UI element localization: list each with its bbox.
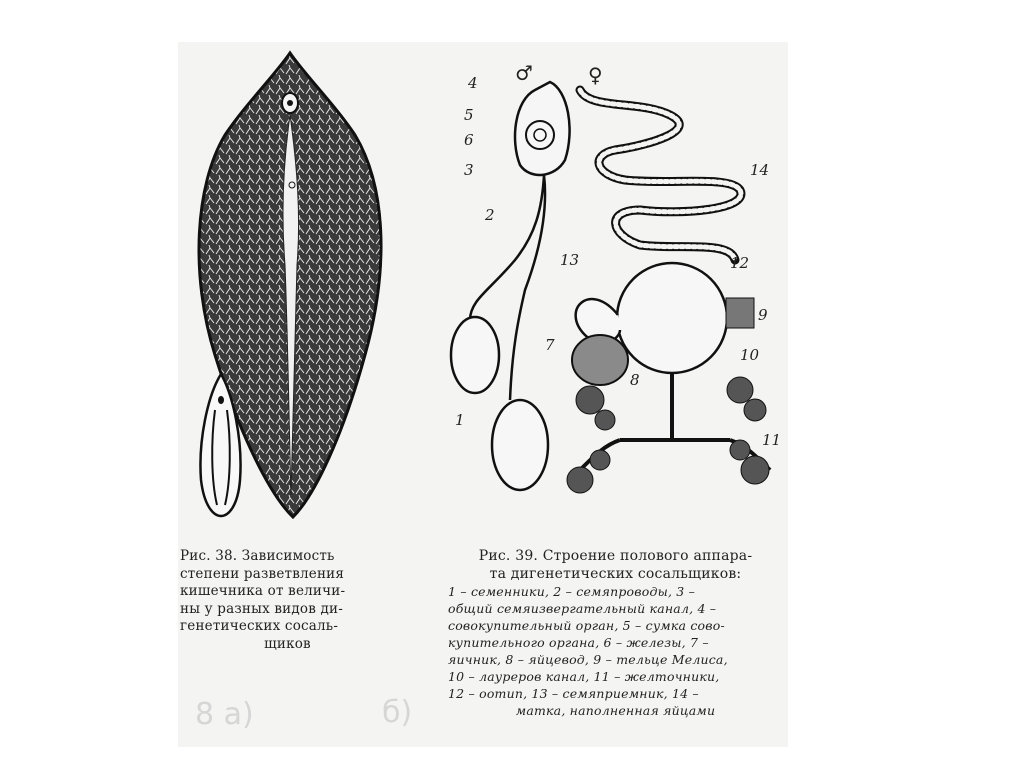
ventral-sucker bbox=[289, 182, 295, 188]
female-symbol: ♀ bbox=[588, 63, 603, 87]
cirrus-sac bbox=[515, 82, 570, 175]
svg-text:12: 12 bbox=[730, 254, 750, 272]
ootype bbox=[617, 263, 727, 373]
svg-text:8: 8 bbox=[630, 371, 640, 389]
figure-38-small-fluke bbox=[193, 370, 248, 520]
uterus bbox=[580, 90, 741, 260]
testis-upper bbox=[451, 317, 499, 393]
svg-text:6: 6 bbox=[464, 131, 474, 149]
svg-text:7: 7 bbox=[545, 336, 555, 354]
svg-text:10: 10 bbox=[740, 346, 760, 364]
figure-39-caption: Рис. 39. Строение полового аппара- та дигенетических сосальщиков: 1 – семенники, 2 – семяпроводы, 3 – общий семяизвергательный канал, 4 – совокупительный орган, 5 – сумка сово- купительного органа, 6 – железы, 7 – яичник, 8 – яйцевод, 9 – тельце Мелиса, 10 – лауреров канал, 11 – желточники, 12 – оотип, 13 – семяприемник, 14 – матка, наполненная яйцами bbox=[448, 548, 753, 718]
mehlis-body bbox=[726, 298, 754, 328]
testis-lower bbox=[492, 400, 548, 490]
male-symbol: ♂ bbox=[515, 61, 533, 85]
svg-text:3: 3 bbox=[464, 161, 474, 179]
svg-text:13: 13 bbox=[560, 251, 580, 269]
figure-38-caption: Рис. 38. Зависимость степени разветвления кишечника от величи- ны у разных видов ди- генетических сосаль- щиков bbox=[180, 548, 346, 652]
handwritten-mark-right: б) bbox=[382, 695, 413, 730]
svg-text:5: 5 bbox=[464, 106, 474, 124]
figure-39-reproductive-system bbox=[440, 50, 785, 500]
handwritten-mark-left: 8 а) bbox=[195, 697, 254, 732]
vitellaria bbox=[567, 377, 769, 493]
svg-text:11: 11 bbox=[762, 431, 782, 449]
svg-text:4: 4 bbox=[468, 74, 478, 92]
svg-text:2: 2 bbox=[485, 206, 495, 224]
svg-text:1: 1 bbox=[455, 411, 465, 429]
svg-text:14: 14 bbox=[750, 161, 770, 179]
svg-text:9: 9 bbox=[758, 306, 768, 324]
ovary bbox=[572, 335, 628, 385]
